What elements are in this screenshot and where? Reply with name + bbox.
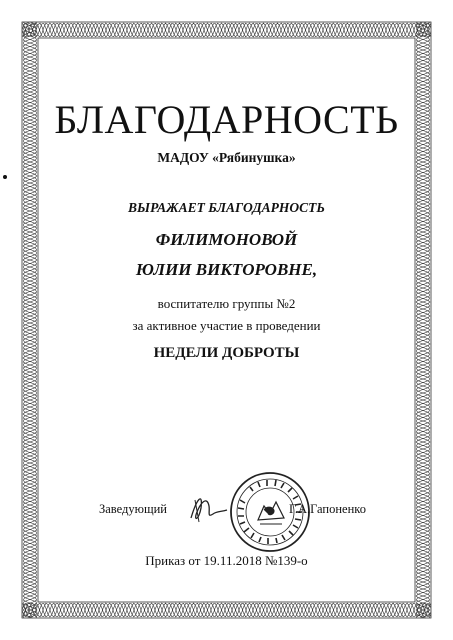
recipient-position: воспитателю группы №2: [157, 296, 296, 311]
order-reference: Приказ от 19.11.2018 №139-о: [145, 553, 308, 568]
head-name: Г.А.Гапоненко: [289, 502, 366, 516]
participation-text: за активное участие в проведении: [132, 318, 321, 333]
head-label: Заведующий: [99, 502, 167, 516]
certificate-title: БЛАГОДАРНОСТЬ: [54, 97, 399, 142]
ink-dot: [3, 175, 7, 179]
recipient-name: ЮЛИИ ВИКТОРОВНЕ,: [135, 260, 318, 279]
expresses-gratitude-line: ВЫРАЖАЕТ БЛАГОДАРНОСТЬ: [128, 200, 325, 215]
signature-image: [183, 488, 233, 528]
event-name: НЕДЕЛИ ДОБРОТЫ: [153, 345, 300, 361]
organization-name: МАДОУ «Рябинушка»: [157, 150, 296, 165]
recipient-surname: ФИЛИМОНОВОЙ: [155, 230, 298, 249]
